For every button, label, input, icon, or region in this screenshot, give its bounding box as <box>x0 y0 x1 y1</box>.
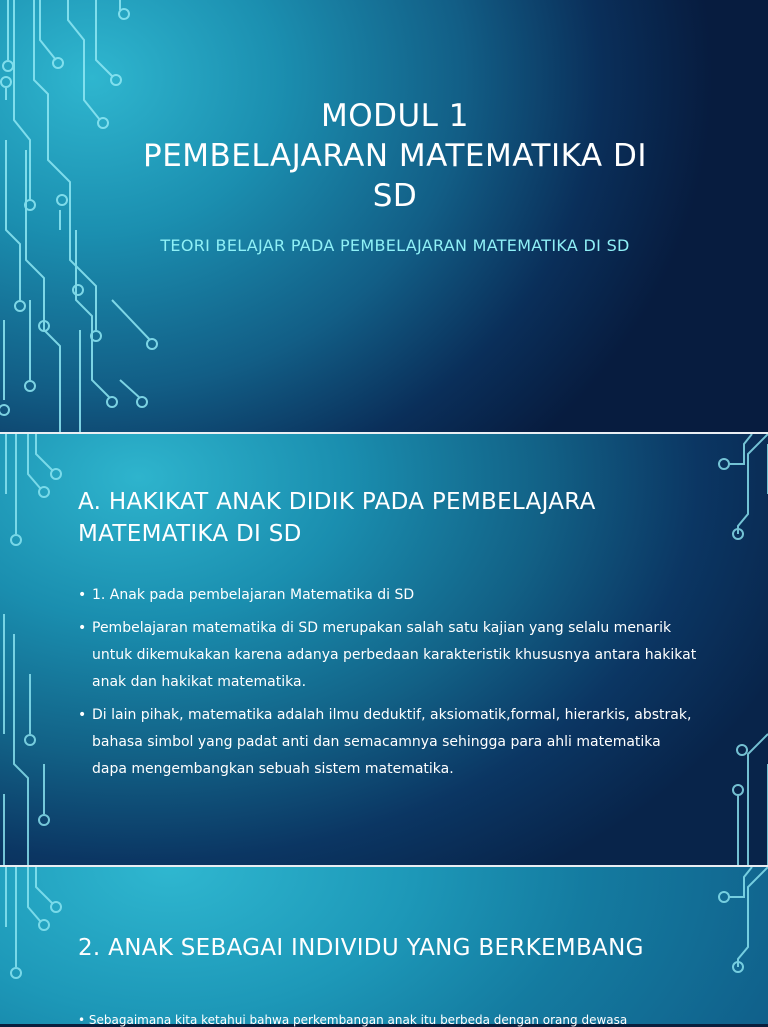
bullet-text: Di lain pihak, matematika adalah ilmu deduktif, aksiomatik,formal, hierarkis, abstrak, bahasa simbol yang padat anti dan semacamnya sehingga para ahli matematika dapa mengembangkan sebuah sistem matematika. <box>92 707 692 777</box>
slide-1-title-line: MODUL 1 <box>320 98 470 134</box>
bullet-text: 1. Anak pada pembelajaran Matematika di SD <box>92 587 415 603</box>
slide-2-title-line: MATEMATIKA DI SD <box>78 521 302 547</box>
slide-2-bullet-list <box>78 582 698 789</box>
slide-2-title-line: A. HAKIKAT ANAK DIDIK PADA PEMBELAJARA <box>78 489 596 515</box>
list-item <box>78 582 698 609</box>
circuit-decoration-right <box>708 434 768 865</box>
list-item <box>78 1013 718 1027</box>
slide-2-title <box>78 486 698 550</box>
bullet-dot: • <box>78 587 87 603</box>
slide-1-subtitle: TEORI BELAJAR PADA PEMBELAJARAN MATEMATIKA DI SD <box>160 236 630 255</box>
bullet-text: Sebagaimana kita ketahui bahwa perkembangan anak itu berbeda dengan orang dewasa <box>88 1013 628 1027</box>
bullet-dot: • <box>78 1013 86 1027</box>
circuit-decoration-left <box>0 0 180 432</box>
slide-1-title-line: PEMBELAJARAN MATEMATIKA DI <box>143 138 647 174</box>
slide-1-title-line: SD <box>372 178 418 214</box>
circuit-decoration-left <box>0 434 70 865</box>
bullet-dot: • <box>78 620 87 636</box>
circuit-decoration-left <box>0 867 70 1024</box>
slide-1-title <box>100 96 690 216</box>
list-item <box>78 702 698 783</box>
slide-3-title: 2. ANAK SEBAGAI INDIVIDU YANG BERKEMBANG <box>78 935 644 961</box>
bullet-text: Pembelajaran matematika di SD merupakan salah satu kajian yang selalu menarik untuk dikemukakan karena adanya perbedaan karakteristik khususnya antara hakikat anak dan hakikat matematika. <box>92 620 697 690</box>
bullet-dot: • <box>78 707 87 723</box>
slide-1 <box>0 0 768 432</box>
list-item <box>78 615 698 696</box>
